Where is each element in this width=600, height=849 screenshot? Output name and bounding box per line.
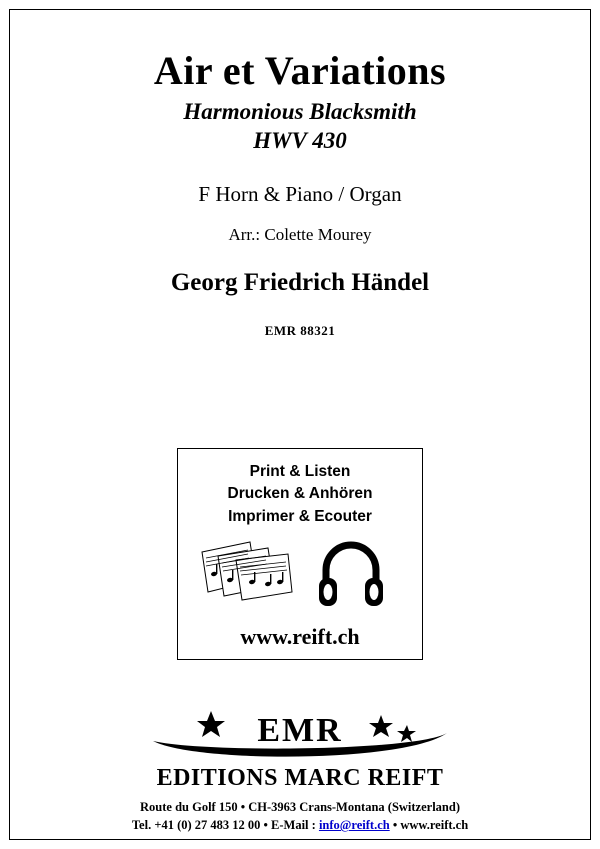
composer: Georg Friedrich Händel — [170, 268, 430, 296]
arranger: Arr.: Colette Mourey — [228, 224, 372, 244]
emr-logo-icon — [135, 705, 465, 763]
promo-line-1: Print & Listen — [249, 463, 351, 480]
publisher-address — [0, 798, 600, 834]
svg-text:EMR: EMR — [257, 712, 343, 749]
contact-line — [0, 816, 600, 834]
promo-line-3: Imprimer & Ecouter — [228, 507, 372, 525]
publisher-block — [0, 705, 600, 834]
instrumentation: F Horn & Piano / Organ — [198, 181, 402, 206]
promo-graphics — [178, 536, 422, 616]
title-block — [0, 0, 600, 339]
headphones-icon — [318, 540, 384, 610]
subtitle-line-1: Harmonious Blacksmith — [183, 99, 417, 124]
sheet-music-icon — [196, 536, 306, 616]
email-link[interactable]: info@reift.ch — [318, 818, 390, 833]
promo-line-2: Drucken & Anhören — [227, 485, 373, 503]
contact-suffix: • www.reift.ch — [389, 818, 469, 833]
publisher-name: EDITIONS MARC REIFT — [156, 765, 444, 791]
address-line: Route du Golf 150 • CH-3963 Crans-Montana (Switzerland) — [140, 800, 460, 814]
promo-text — [178, 461, 422, 528]
promo-box[interactable] — [177, 448, 423, 660]
subtitle-line-2: HWV 430 — [253, 127, 347, 153]
contact-prefix: Tel. +41 (0) 27 483 12 00 • E-Mail : — [131, 818, 319, 833]
promo-url[interactable]: www.reift.ch — [240, 624, 360, 650]
page-title: Air et Variations — [153, 48, 447, 93]
catalog-number: EMR 88321 — [264, 322, 336, 338]
